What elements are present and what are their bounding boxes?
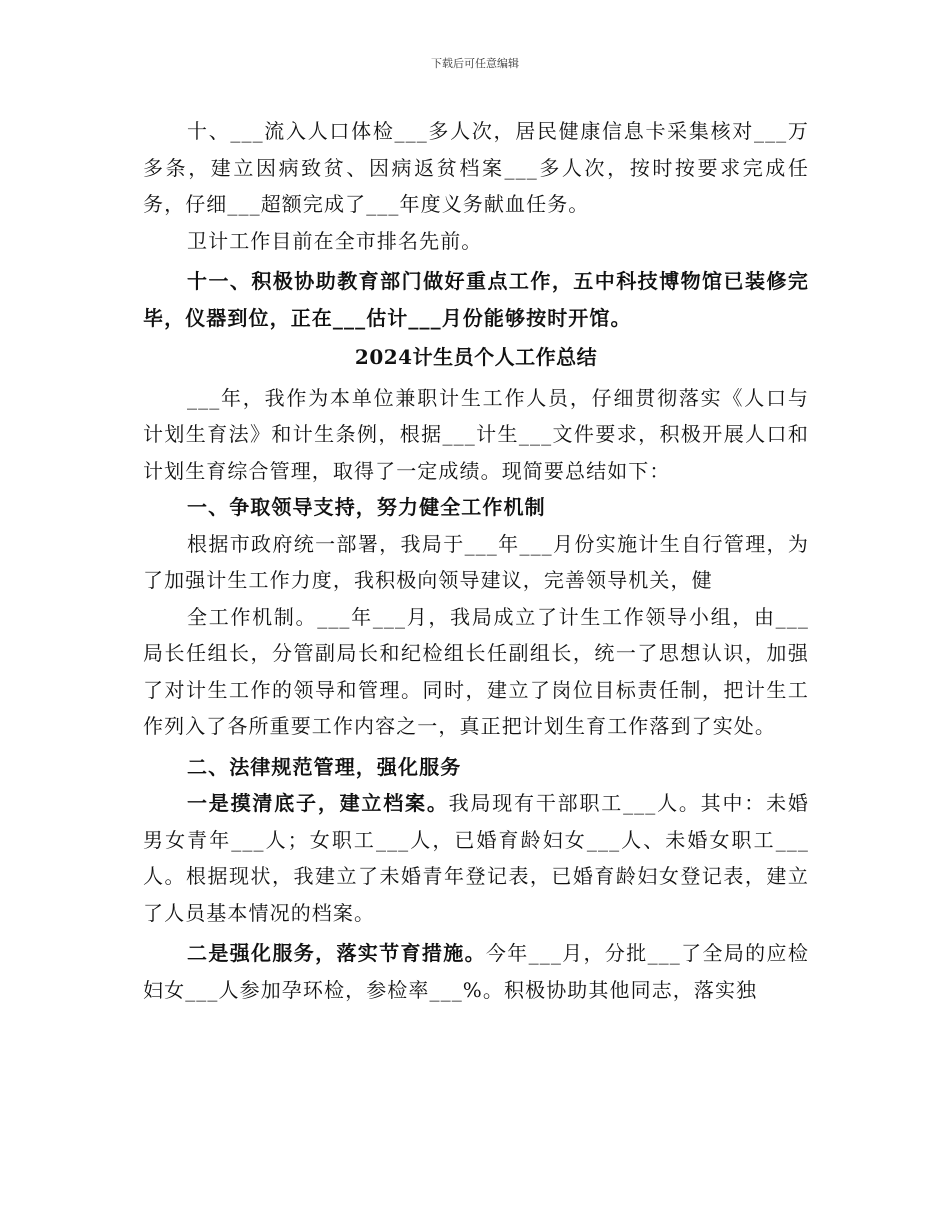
paragraph-section-one-a: 根据市政府统一部署，我局于___年___月份实施计生自行管理，为了加强计生工作力度，我积极向领导建议，完善领导机关，健 — [143, 531, 809, 592]
page-header-note: 下载后可任意编辑 — [431, 57, 519, 70]
paragraph-archive-lead: 一是摸清底子，建立档案。 — [187, 791, 449, 815]
paragraph-service-lead: 二是强化服务，落实节育措施。 — [187, 941, 486, 965]
paragraph-ranking: 卫计工作目前在全市排名先前。 — [187, 228, 483, 253]
document-title: 2024计生员个人工作总结 — [354, 345, 598, 369]
document-body — [143, 113, 809, 1008]
section-heading-two: 二、法律规范管理，强化服务 — [187, 754, 462, 779]
paragraph-item-ten: 十、___流入人口体检___多人次，居民健康信息卡采集核对___万多条，建立因病致贫、因病返贫档案___多人次，按时按要求完成任务，仔细___超额完成了___年度义务献血任务。 — [143, 119, 809, 216]
paragraph-archive-text: 我局现有干部职工___人。其中：未婚男女青年___人；女职工___人，已婚育龄妇女___人、未婚女职工___人。根据现状，我建立了未婚青年登记表，已婚育龄妇女登记表，建立了人员基本情况的档案。 — [143, 791, 809, 925]
paragraph-intro: ___年，我作为本单位兼职计生工作人员，仔细贯彻落实《人口与计划生育法》和计生条例，根据___计生___文件要求，积极开展人口和计划生育综合管理，取得了一定成绩。现简要总结如下： — [143, 385, 809, 483]
paragraph-service-text: 今年___月，分批___了全局的应检妇女___人参加孕环检，参检率___%。积极协助其他同志，落实独 — [143, 941, 809, 1002]
paragraph-section-one-b: 全工作机制。___年___月，我局成立了计生工作领导小组，由___局长任组长，分管副局长和纪检组长任副组长，统一了思想认识，加强了对计生工作的领导和管理。同时，建立了岗位目标责任制，把计生工作列入了各所重要工作内容之一，真正把计划生育工作落到了实处。 — [143, 604, 809, 738]
paragraph-item-eleven: 十一、积极协助教育部门做好重点工作，五中科技博物馆已装修完毕，仪器到位，正在___估计___月份能够按时开馆。 — [143, 269, 809, 330]
paragraph-service — [143, 935, 809, 1008]
paragraph-archive — [143, 785, 809, 931]
section-heading-one: 一、争取领导支持，努力健全工作机制 — [187, 495, 546, 519]
